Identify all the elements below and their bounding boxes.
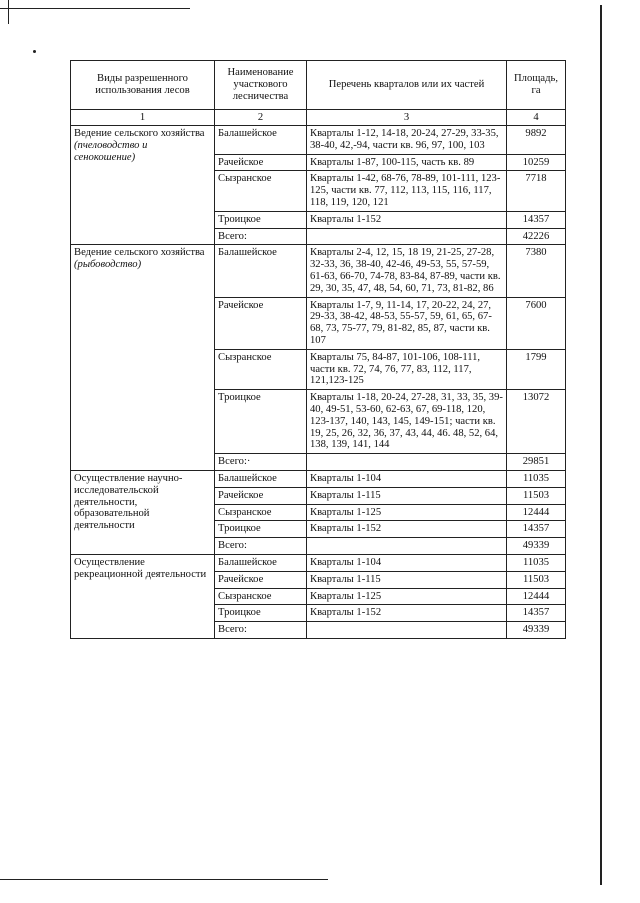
scan-edge-bottom	[0, 879, 328, 880]
area-cell: 12444	[507, 504, 566, 521]
total-label: Всего:	[215, 622, 307, 639]
district-cell: Балашейское	[215, 245, 307, 297]
quarters-cell	[307, 622, 507, 639]
table-row	[71, 470, 566, 487]
area-cell: 12444	[507, 588, 566, 605]
quarters-cell: Кварталы 2-4, 12, 15, 18 19, 21-25, 27-28, 32-33, 36, 38-40, 42-46, 49-53, 55, 57-59, 61-63, 66-70, 74-78, 83-84, 87-89, части кв. 29, 30, 35, 47, 48, 54, 60, 71, 73, 81-82, 86	[307, 245, 507, 297]
quarters-cell: Кварталы 1-115	[307, 487, 507, 504]
column-number: 4	[507, 110, 566, 126]
quarters-cell	[307, 538, 507, 555]
table-row	[71, 554, 566, 571]
area-cell: 7380	[507, 245, 566, 297]
use-type-cell	[71, 470, 215, 554]
quarters-cell	[307, 228, 507, 245]
total-label: Всего:	[215, 538, 307, 555]
header-quarters: Перечень кварталов или их частей	[307, 61, 507, 110]
area-cell: 14357	[507, 211, 566, 228]
use-type-cell	[71, 245, 215, 471]
column-number: 2	[215, 110, 307, 126]
use-type-label: Осуществление научно-исследовательской деятельности, образовательной деятельности	[74, 472, 183, 532]
use-type-label: Осуществление рекреационной деятельности	[74, 556, 207, 580]
total-area: 49339	[507, 538, 566, 555]
district-cell: Сызранское	[215, 171, 307, 211]
scan-speck	[33, 50, 36, 53]
district-cell: Балашейское	[215, 554, 307, 571]
district-cell: Балашейское	[215, 470, 307, 487]
column-number: 1	[71, 110, 215, 126]
district-cell: Рачейское	[215, 487, 307, 504]
district-cell: Сызранское	[215, 588, 307, 605]
quarters-cell: Кварталы 75, 84-87, 101-106, 108-111, части кв. 72, 74, 76, 77, 83, 112, 117, 121,123-125	[307, 349, 507, 389]
quarters-cell: Кварталы 1-152	[307, 605, 507, 622]
total-area: 49339	[507, 622, 566, 639]
header-use-type: Виды разрешенного использования лесов	[71, 61, 215, 110]
district-cell: Рачейское	[215, 297, 307, 349]
use-type-note: (пчеловодство и сенокошение)	[74, 139, 148, 163]
header-row	[71, 61, 566, 110]
header-district: Наименование участкового лесничества	[215, 61, 307, 110]
quarters-cell: Кварталы 1-87, 100-115, часть кв. 89	[307, 154, 507, 171]
scan-edge-left	[8, 0, 9, 24]
quarters-cell: Кварталы 1-18, 20-24, 27-28, 31, 33, 35, 39-40, 49-51, 53-60, 62-63, 67, 69-118, 120, 123-137, 140, 143, 145, 149-151; части кв. 19, 25, 26, 32, 36, 37, 43, 44, 46. 48, 52, 64, 138, 139, 141, 144	[307, 390, 507, 454]
area-cell: 1799	[507, 349, 566, 389]
district-cell: Троицкое	[215, 521, 307, 538]
quarters-cell: Кварталы 1-12, 14-18, 20-24, 27-29, 33-35, 38-40, 42,-94, части кв. 96, 97, 100, 103	[307, 126, 507, 155]
column-number: 3	[307, 110, 507, 126]
use-type-cell	[71, 554, 215, 638]
area-cell: 11503	[507, 571, 566, 588]
table-row	[71, 126, 566, 155]
column-number-row	[71, 110, 566, 126]
quarters-cell: Кварталы 1-7, 9, 11-14, 17, 20-22, 24, 27, 29-33, 38-42, 48-53, 55-57, 59, 61, 65, 67-68, 73, 75-77, 79, 81-82, 85, 87, части кв. 107	[307, 297, 507, 349]
use-type-note: (рыбоводство)	[74, 259, 142, 271]
area-cell: 9892	[507, 126, 566, 155]
quarters-cell: Кварталы 1-125	[307, 588, 507, 605]
district-cell: Рачейское	[215, 154, 307, 171]
district-cell: Сызранское	[215, 504, 307, 521]
quarters-cell: Кварталы 1-152	[307, 211, 507, 228]
area-cell: 11035	[507, 470, 566, 487]
quarters-cell: Кварталы 1-104	[307, 470, 507, 487]
quarters-cell: Кварталы 1-125	[307, 504, 507, 521]
quarters-cell: Кварталы 1-42, 68-76, 78-89, 101-111, 123-125, части кв. 77, 112, 113, 115, 116, 117, 118, 119, 120, 121	[307, 171, 507, 211]
use-type-label: Ведение сельского хозяйства	[74, 247, 205, 259]
use-type-label: Ведение сельского хозяйства	[74, 128, 205, 139]
district-cell: Троицкое	[215, 605, 307, 622]
use-type-cell	[71, 126, 215, 245]
quarters-cell: Кварталы 1-104	[307, 554, 507, 571]
area-cell: 7718	[507, 171, 566, 211]
total-area: 42226	[507, 228, 566, 245]
scan-edge-right	[600, 5, 602, 885]
area-cell: 13072	[507, 390, 566, 454]
total-area: 29851	[507, 454, 566, 471]
district-cell: Сызранское	[215, 349, 307, 389]
area-cell: 10259	[507, 154, 566, 171]
total-label: Всего:·	[215, 454, 307, 471]
quarters-cell: Кварталы 1-115	[307, 571, 507, 588]
district-cell: Троицкое	[215, 211, 307, 228]
forest-use-table	[70, 60, 566, 639]
header-area: Площадь, га	[507, 61, 566, 110]
area-cell: 11035	[507, 554, 566, 571]
district-cell: Троицкое	[215, 390, 307, 454]
total-label: Всего:	[215, 228, 307, 245]
area-cell: 7600	[507, 297, 566, 349]
table-row	[71, 245, 566, 297]
district-cell: Рачейское	[215, 571, 307, 588]
area-cell: 14357	[507, 521, 566, 538]
area-cell: 11503	[507, 487, 566, 504]
quarters-cell: Кварталы 1-152	[307, 521, 507, 538]
district-cell: Балашейское	[215, 126, 307, 155]
quarters-cell	[307, 454, 507, 471]
area-cell: 14357	[507, 605, 566, 622]
scan-edge-top	[0, 8, 190, 9]
